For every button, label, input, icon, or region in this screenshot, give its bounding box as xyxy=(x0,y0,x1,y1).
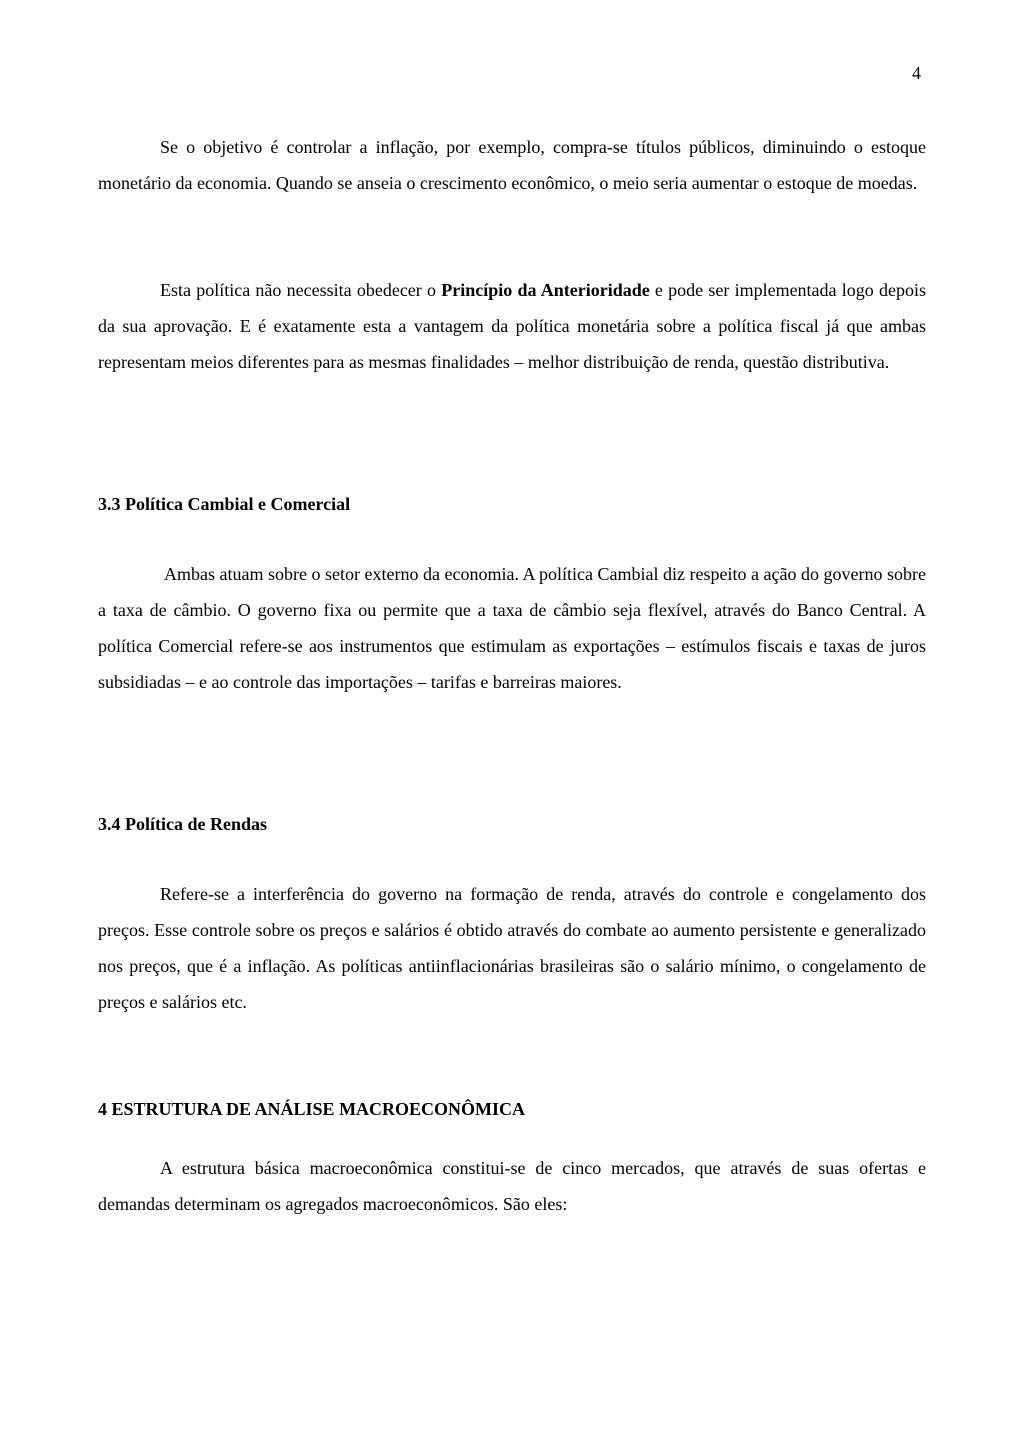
paragraph-text-after: e pode ser implementada logo depois da sua aprovação. E é exatamente esta a vantagem da política monetária sobre a política fiscal já que ambas representam meios diferentes para as mesmas finalidades – melhor distribuição de renda, questão distributiva. xyxy=(98,280,926,372)
paragraph-text-before: Esta política não necessita obedecer o xyxy=(160,280,442,300)
paragraph-anterioridade xyxy=(98,272,926,380)
paragraph-inflation-control: Se o objetivo é controlar a inflação, por exemplo, compra-se títulos públicos, diminuindo o estoque monetário da economia. Quando se anseia o crescimento econômico, o meio seria aumentar o estoque de moedas. xyxy=(98,137,926,193)
paragraph-cambial-comercial: Ambas atuam sobre o setor externo da economia. A política Cambial diz respeito a ação do governo sobre a taxa de câmbio. O governo fixa ou permite que a taxa de câmbio seja flexível, através do Banco Central. A política Comercial refere-se aos instrumentos que estimulam as exportações – estímulos fiscais e taxas de juros subsidiadas – e ao controle das importações – tarifas e barreiras maiores. xyxy=(98,564,926,692)
heading-4: 4 ESTRUTURA DE ANÁLISE MACROECONÔMICA xyxy=(98,1099,526,1119)
paragraph-estrutura: A estrutura básica macroeconômica constitui-se de cinco mercados, que através de suas ofertas e demandas determinam os agregados macroeconômicos. São eles: xyxy=(98,1158,926,1214)
heading-3-4: 3.4 Política de Rendas xyxy=(98,814,267,834)
paragraph-politica-rendas: Refere-se a interferência do governo na formação de renda, através do controle e congelamento dos preços. Esse controle sobre os preços e salários é obtido através do combate ao aumento persistente e generalizado nos preços, que é a inflação. As políticas antiinflacionárias brasileiras são o salário mínimo, o congelamento de preços e salários etc. xyxy=(98,884,926,1012)
heading-3-3: 3.3 Política Cambial e Comercial xyxy=(98,494,351,514)
bold-term: Princípio da Anterioridade xyxy=(441,280,650,300)
page-number: 4 xyxy=(912,63,921,83)
